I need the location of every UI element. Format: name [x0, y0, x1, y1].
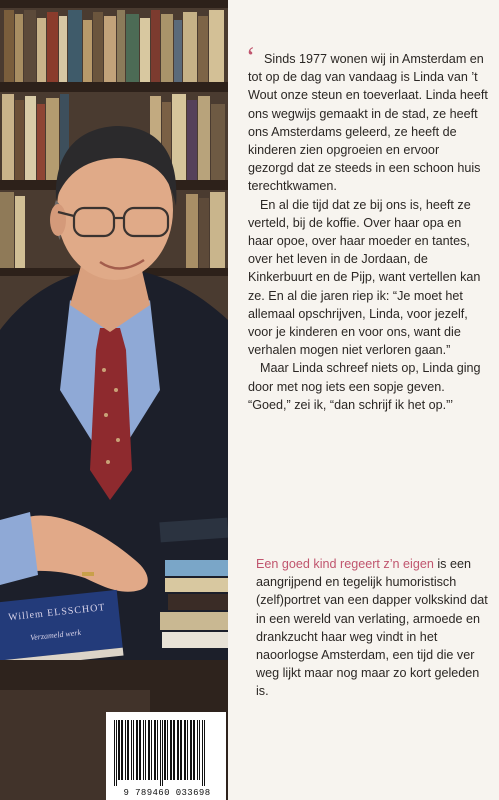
barcode-bar: [184, 720, 186, 780]
quote-paragraph-3: Maar Linda schreef niets op, Linda ging door met nog iets een sopje geven. “Goed,” zei ik, “dan schrijf ik het op.”’: [248, 361, 481, 412]
barcode-bar: [116, 720, 117, 786]
barcode-bar: [202, 720, 203, 786]
barcode-bar: [145, 720, 146, 780]
barcode-bar: [170, 720, 172, 780]
book-title: Een goed kind regeert z’n eigen: [256, 557, 434, 571]
barcode-bars: [112, 720, 220, 786]
barcode-bar: [154, 720, 156, 780]
author-photo-illustration: [0, 0, 228, 800]
barcode-bar: [193, 720, 195, 780]
barcode-bar: [157, 720, 158, 780]
barcode-bar: [127, 720, 129, 780]
barcode-bar: [204, 720, 205, 786]
barcode-bar: [199, 720, 200, 780]
barcode-bar: [125, 720, 126, 780]
barcode-bar: [139, 720, 141, 780]
barcode-bar: [143, 720, 144, 780]
blurb-text: is een aangrijpend en tegelijk humoristisch (zelf)portret van een dapper volkskind dat in een wereld van verlating, armoede en drankzucht haar weg vindt in het naoorlogse Amsterdam, een tijd die ver weg lijkt maar nog maar zo kort geleden is.: [256, 557, 488, 699]
author-photo: [0, 0, 228, 800]
barcode-bar: [151, 720, 152, 780]
text-panel: [228, 0, 499, 800]
book-spine-title: Verzameld werk: [29, 627, 82, 643]
quote-paragraph-1: Sinds 1977 wonen wij in Amsterdam en tot op de dag van vandaag is Linda van ’t Wout onze steun en toeverlaat. Linda heeft ons wegwijs gemaakt in de stad, ze heeft ons Amsterdams geleerd, ze heeft de kinderen zien opgroeien en ervoor gezorgd dat ze steeds in een schoon huis terechtkwamen.: [248, 52, 488, 194]
book-blurb: [256, 555, 492, 701]
quote-block: [246, 42, 488, 414]
barcode-bar: [121, 720, 123, 780]
barcode-bar: [190, 720, 192, 780]
barcode-bar: [164, 720, 166, 780]
barcode-bar: [180, 720, 182, 780]
opening-quote-mark: ‘: [246, 42, 256, 73]
barcode-bar: [136, 720, 138, 780]
barcode-bar: [187, 720, 188, 780]
barcode-bar: [118, 720, 120, 780]
barcode-bar: [148, 720, 150, 780]
book-spine-author: Willem ELSSCHOT: [7, 602, 107, 624]
barcode-bar: [197, 720, 198, 780]
barcode-bar: [133, 720, 134, 780]
barcode-bar: [162, 720, 163, 786]
barcode-bar: [177, 720, 179, 780]
barcode-bar: [167, 720, 168, 780]
isbn-digits: 9 789460 033698: [123, 788, 211, 798]
barcode-bar: [160, 720, 161, 786]
barcode-bar: [114, 720, 115, 786]
isbn-barcode: [106, 712, 226, 800]
quote-paragraph-2: En al die tijd dat ze bij ons is, heeft ze verteld, bij de koffie. Over haar opa en haar opoe, over haar moeder en tantes, over het leven in de Jordaan, de Kinkerbuurt en de Pijp, want vertellen kan ze. En al die jaren riep ik: “Je moet het allemaal opschrijven, Linda, voor jezelf, voor je kinderen en voor ons, want die verhalen mogen niet verloren gaan.”: [248, 197, 481, 358]
barcode-bar: [131, 720, 132, 780]
barcode-bar: [173, 720, 175, 780]
